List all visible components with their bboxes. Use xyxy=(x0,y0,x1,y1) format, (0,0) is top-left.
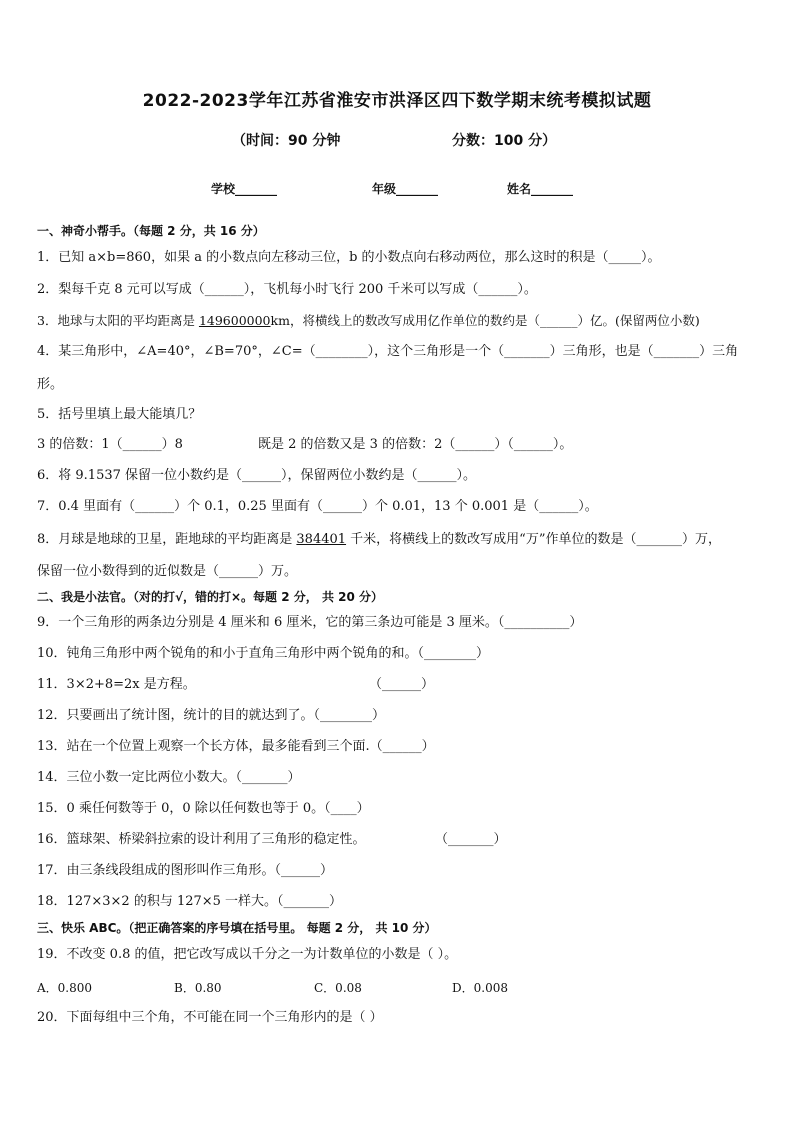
question-19-option-c: C．0.08 xyxy=(314,981,362,995)
question-9: 9．一个三角形的两条边分别是 4 厘米和 6 厘米，它的第三条边可能是 3 厘米。（__________） xyxy=(37,615,583,630)
section-1-heading: 一、神奇小帮手。（每题 2 分，共 16 分） xyxy=(37,224,265,238)
question-8-continued: 保留一位小数得到的近似数是（______）万。 xyxy=(37,564,298,579)
name-field: 姓名_______ xyxy=(507,182,574,196)
question-19-option-a: A．0.800 xyxy=(37,981,93,995)
grade-field: 年级_______ xyxy=(372,182,439,196)
school-field: 学校_______ xyxy=(211,182,278,196)
question-18: 18．127×3×2 的积与 127×5 一样大。（_______） xyxy=(37,894,343,909)
question-16: 16．篮球架、桥梁斜拉索的设计利用了三角形的稳定性。 xyxy=(37,832,366,847)
question-13: 13．站在一个位置上观察一个长方体，最多能看到三个面.（______） xyxy=(37,739,435,754)
question-19: 19．不改变 0.8 的值，把它改写成以千分之一为计数单位的小数是（ ）。 xyxy=(37,947,458,962)
question-3 xyxy=(37,313,700,329)
question-8-text-a: 8．月球是地球的卫星，距地球的平均距离是 xyxy=(37,532,297,547)
question-4: 4．某三角形中，∠A=40°，∠B=70°，∠C=（________），这个三角形是一个（_______）三角形，也是（_______）三角 xyxy=(37,344,739,359)
question-19-option-b: B．0.80 xyxy=(174,981,222,995)
question-16-blank: （_______） xyxy=(435,832,507,847)
question-1: 1．已知 a×b=860，如果 a 的小数点向左移动三位，b 的小数点向右移动两位，那么这时的积是（_____）。 xyxy=(37,250,661,265)
question-5: 5．括号里填上最大能填几？ xyxy=(37,407,202,422)
question-2: 2．梨每千克 8 元可以写成（______），飞机每小时飞行 200 千米可以写成（______）。 xyxy=(37,282,537,297)
page-title: 2022-2023学年江苏省淮安市洪泽区四下数学期末统考模拟试题 xyxy=(142,91,652,111)
question-5-part-a: 3 的倍数：1（______）8 xyxy=(37,437,183,452)
question-8 xyxy=(37,532,721,548)
question-19-option-d: D．0.008 xyxy=(452,981,508,995)
question-20: 20．下面每组中三个角，不可能在同一个三角形内的是（ ） xyxy=(37,1010,383,1025)
question-17: 17．由三条线段组成的图形叫作三角形。（______） xyxy=(37,863,334,878)
question-12: 12．只要画出了统计图，统计的目的就达到了。（________） xyxy=(37,708,386,723)
question-11: 11．3×2+8=2x 是方程。 xyxy=(37,677,196,692)
question-4-continued: 形。 xyxy=(37,377,64,392)
question-3-text-b: km，将横线上的数改写成用亿作单位的数约是（______）亿。(保留两位小数) xyxy=(270,313,700,328)
question-7: 7．0.4 里面有（______）个 0.1，0.25 里面有（______）个 0.01，13 个 0.001 是（______）。 xyxy=(37,499,598,514)
question-8-text-b: 千米，将横线上的数改写成用“万”作单位的数是（_______）万， xyxy=(346,532,721,547)
question-3-text-a: 3．地球与太阳的平均距离是 xyxy=(37,313,199,328)
question-5-part-b: 既是 2 的倍数又是 3 的倍数：2（______）（______）。 xyxy=(258,437,573,452)
exam-time: （时间：90 分钟 xyxy=(232,133,341,149)
question-3-number: 149600000 xyxy=(198,313,271,328)
question-8-number: 384401 xyxy=(296,532,347,547)
section-2-heading: 二、我是小法官。（对的打√，错的打×。每题 2 分， 共 20 分） xyxy=(37,590,383,604)
exam-score: 分数：100 分） xyxy=(452,133,557,149)
question-14: 14．三位小数一定比两位小数大。（_______） xyxy=(37,770,301,785)
question-11-blank: （______） xyxy=(369,677,435,692)
question-6: 6．将 9.1537 保留一位小数约是（______），保留两位小数约是（______）。 xyxy=(37,468,477,483)
question-10: 10．钝角三角形中两个锐角的和小于直角三角形中两个锐角的和。（________） xyxy=(37,646,490,661)
question-15: 15．0 乘任何数等于 0，0 除以任何数也等于 0。（____） xyxy=(37,801,370,816)
section-3-heading: 三、快乐 ABC。（把正确答案的序号填在括号里。 每题 2 分， 共 10 分） xyxy=(37,921,437,935)
